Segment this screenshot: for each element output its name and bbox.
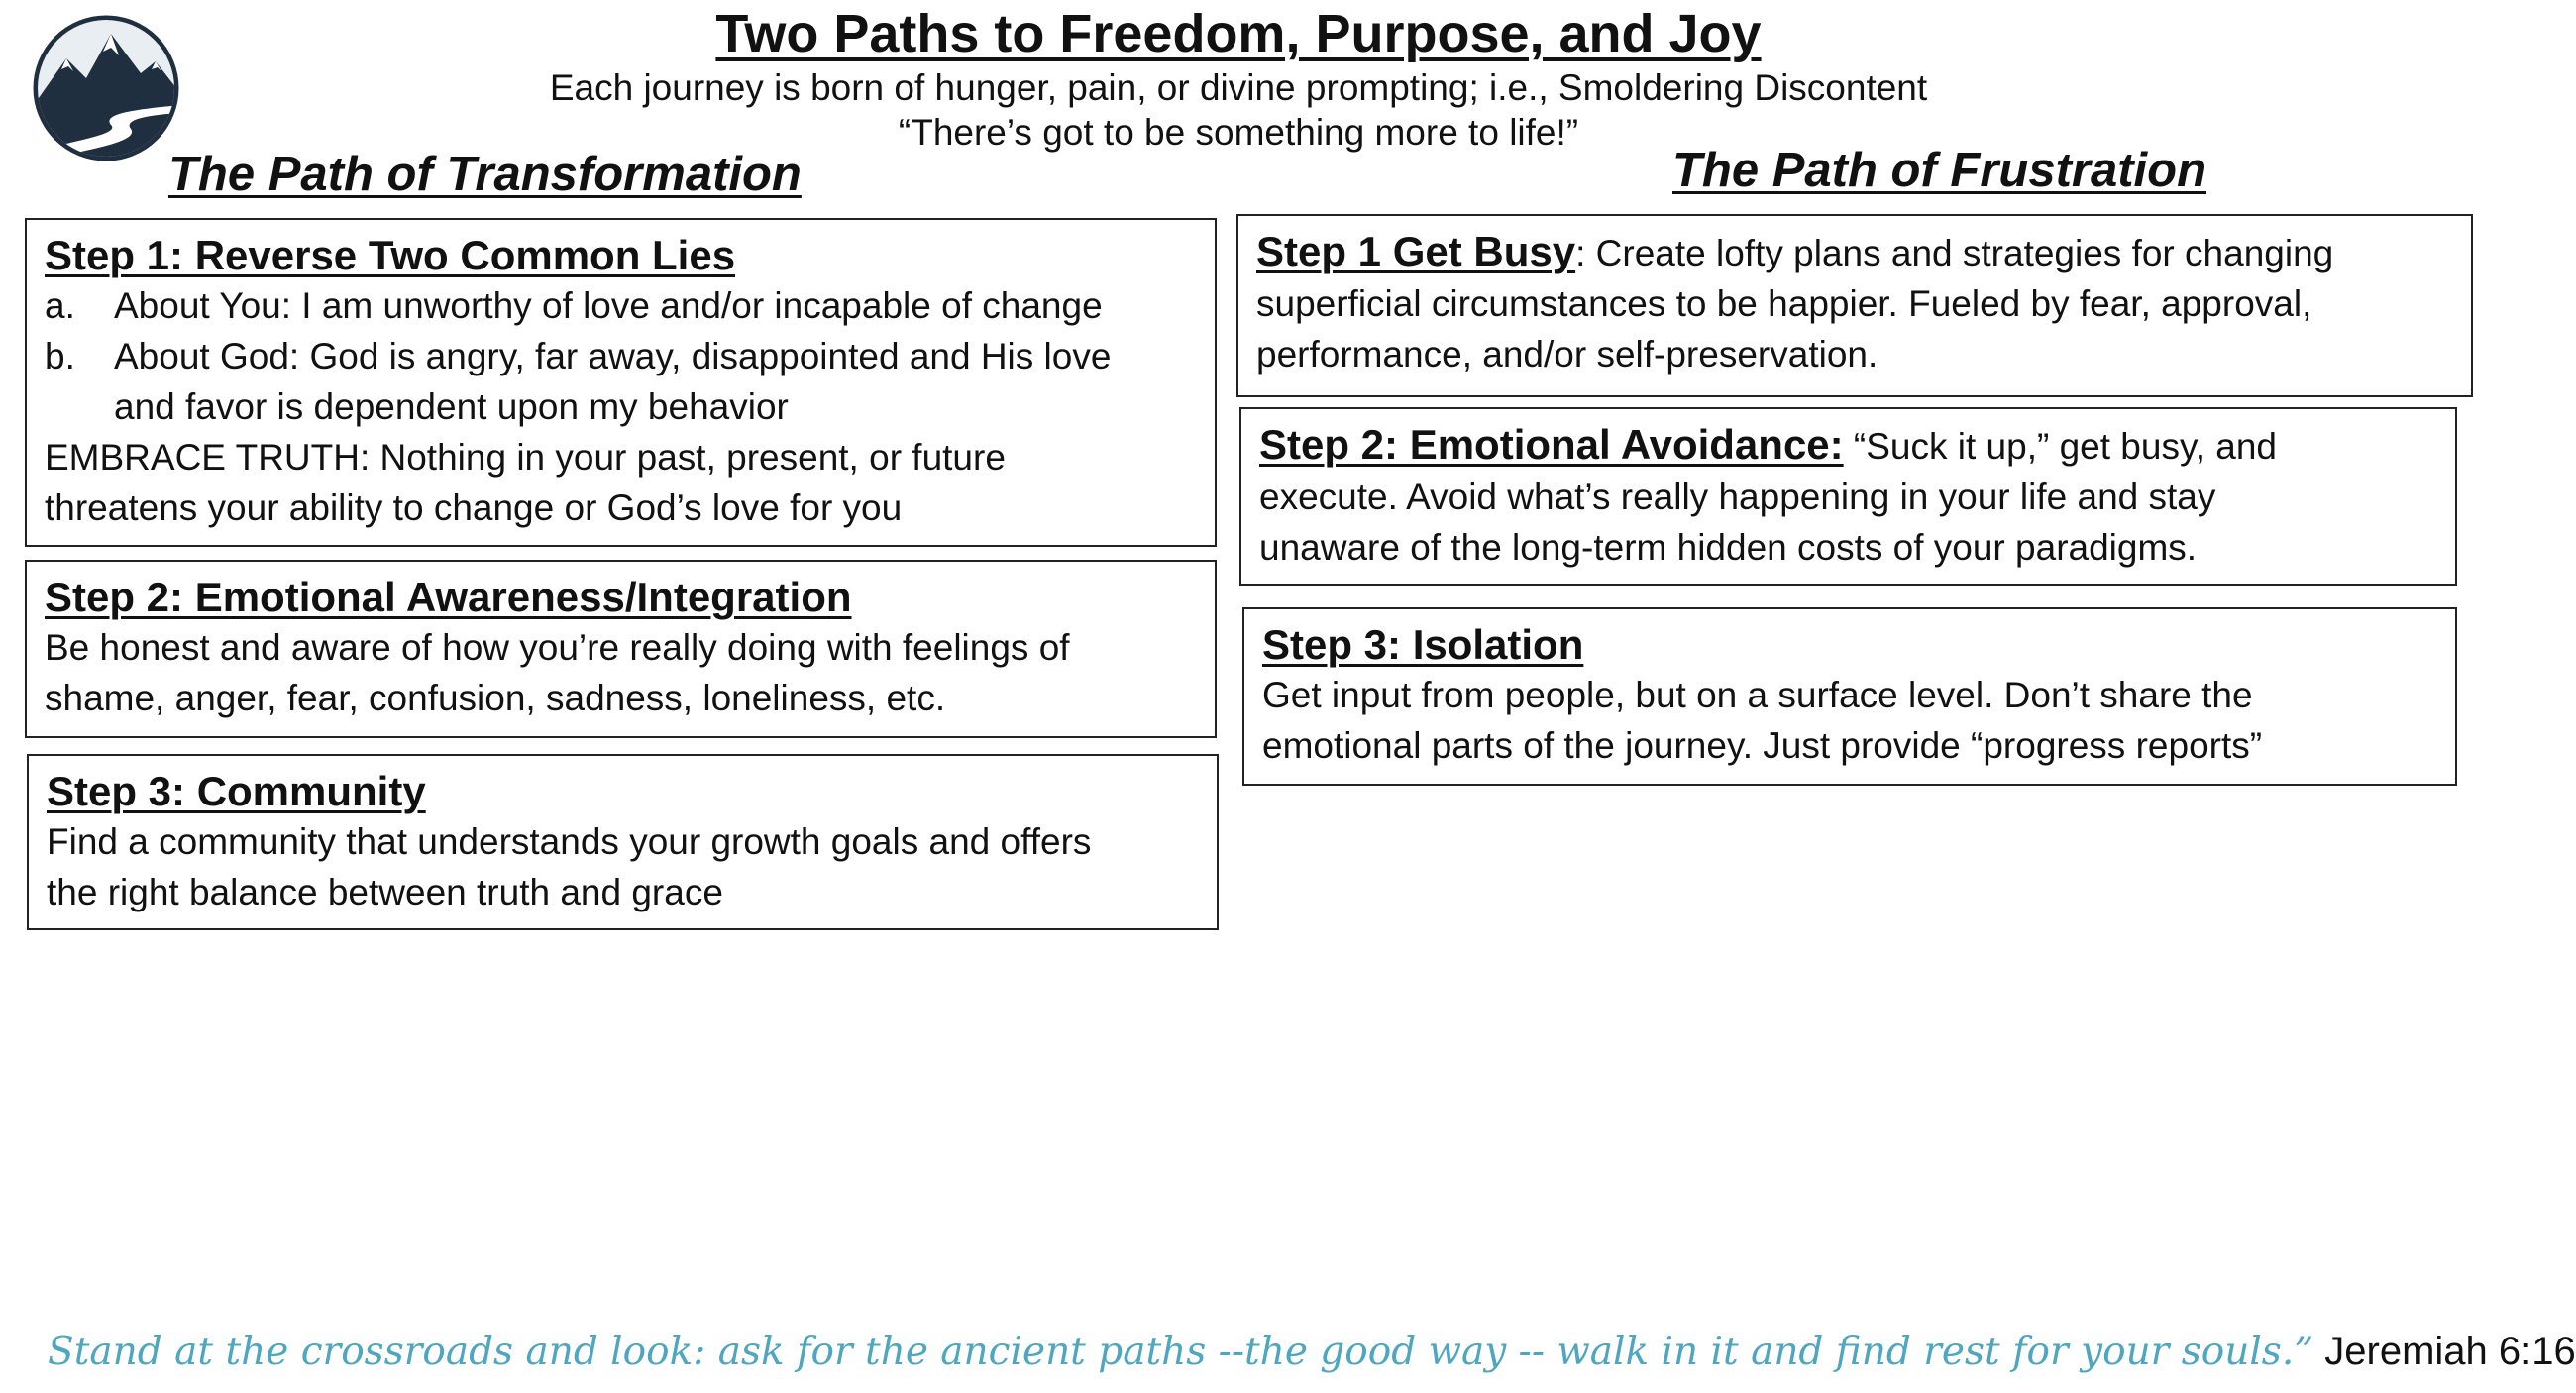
transformation-step-2-line-2: shame, anger, fear, confusion, sadness, loneliness, etc.: [45, 678, 946, 718]
frustration-step-1-line-2: superficial circumstances to be happier. Fueled by fear, approval,: [1256, 283, 2312, 324]
transformation-step-2-line-1: Be honest and aware of how you’re really doing with feelings of: [45, 627, 1070, 668]
list-text-line: About God: God is angry, far away, disappointed and His love: [114, 336, 1112, 376]
transformation-step-3-line-1: Find a community that understands your growth goals and offers: [47, 821, 1092, 862]
frustration-step-2-line-3: unaware of the long-term hidden costs of your paradigms.: [1259, 527, 2198, 568]
frustration-step-2-line-1-text: “Suck it up,” get busy, and: [1843, 426, 2278, 467]
frustration-step-1-box: [1236, 214, 2473, 397]
list-text: [114, 331, 1197, 432]
transformation-heading: The Path of Transformation: [168, 148, 802, 201]
list-marker: a.: [45, 285, 75, 326]
footer-quote: [48, 1324, 2576, 1380]
frustration-heading: The Path of Frustration: [1672, 144, 2206, 197]
frustration-step-1-title: Step 1 Get Busy: [1256, 228, 1576, 274]
transformation-step-3-line-2: the right balance between truth and grace: [47, 872, 723, 912]
footer-reference: Jeremiah 6:16: [2313, 1330, 2576, 1373]
frustration-step-3-line-2: emotional parts of the journey. Just provide “progress reports”: [1262, 725, 2263, 766]
embrace-truth-line-2: threatens your ability to change or God’s love for you: [45, 487, 903, 528]
subtitle-line-1: Each journey is born of hunger, pain, or divine prompting; i.e., Smoldering Discontent: [549, 67, 1928, 108]
frustration-step-2-line-2: execute. Avoid what’s really happening in your life and stay: [1259, 477, 2216, 517]
transformation-step-1-box: [25, 218, 1217, 547]
list-text-line: and favor is dependent upon my behavior: [114, 386, 789, 427]
footer-verse: Stand at the crossroads and look: ask for the ancient paths --the good way -- walk in it and find rest for your souls.”: [48, 1330, 2314, 1374]
frustration-step-1-line-1: [1256, 226, 2453, 278]
list-item: [45, 280, 1197, 331]
subtitle-line-2: “There’s got to be something more to life!”: [898, 112, 1579, 153]
frustration-step-1-line-3: performance, and/or self-preservation.: [1256, 334, 1878, 375]
frustration-step-1-line-1-text: : Create lofty plans and strategies for changing: [1575, 233, 2334, 273]
transformation-step-2-title: Step 2: Emotional Awareness/Integration: [45, 574, 852, 620]
transformation-step-2-box: [25, 560, 1217, 738]
frustration-step-3-title: Step 3: Isolation: [1262, 621, 1584, 668]
list-item: [45, 331, 1197, 432]
transformation-step-1-title: Step 1: Reverse Two Common Lies: [45, 232, 736, 278]
frustration-step-3-box: [1242, 607, 2457, 786]
frustration-step-3-line-1: Get input from people, but on a surface level. Don’t share the: [1262, 675, 2253, 715]
list-text: About You: I am unworthy of love and/or incapable of change: [114, 285, 1103, 326]
transformation-step-3-title: Step 3: Community: [47, 768, 426, 814]
list-marker: b.: [45, 336, 75, 376]
page-title: Two Paths to Freedom, Purpose, and Joy: [715, 4, 1762, 63]
embrace-truth-line-1: EMBRACE TRUTH: Nothing in your past, present, or future: [45, 437, 1006, 478]
frustration-step-2-box: [1239, 407, 2457, 586]
frustration-step-2-line-1: [1259, 419, 2437, 472]
frustration-step-2-title: Step 2: Emotional Avoidance:: [1259, 421, 1844, 468]
transformation-step-3-box: [27, 754, 1219, 930]
